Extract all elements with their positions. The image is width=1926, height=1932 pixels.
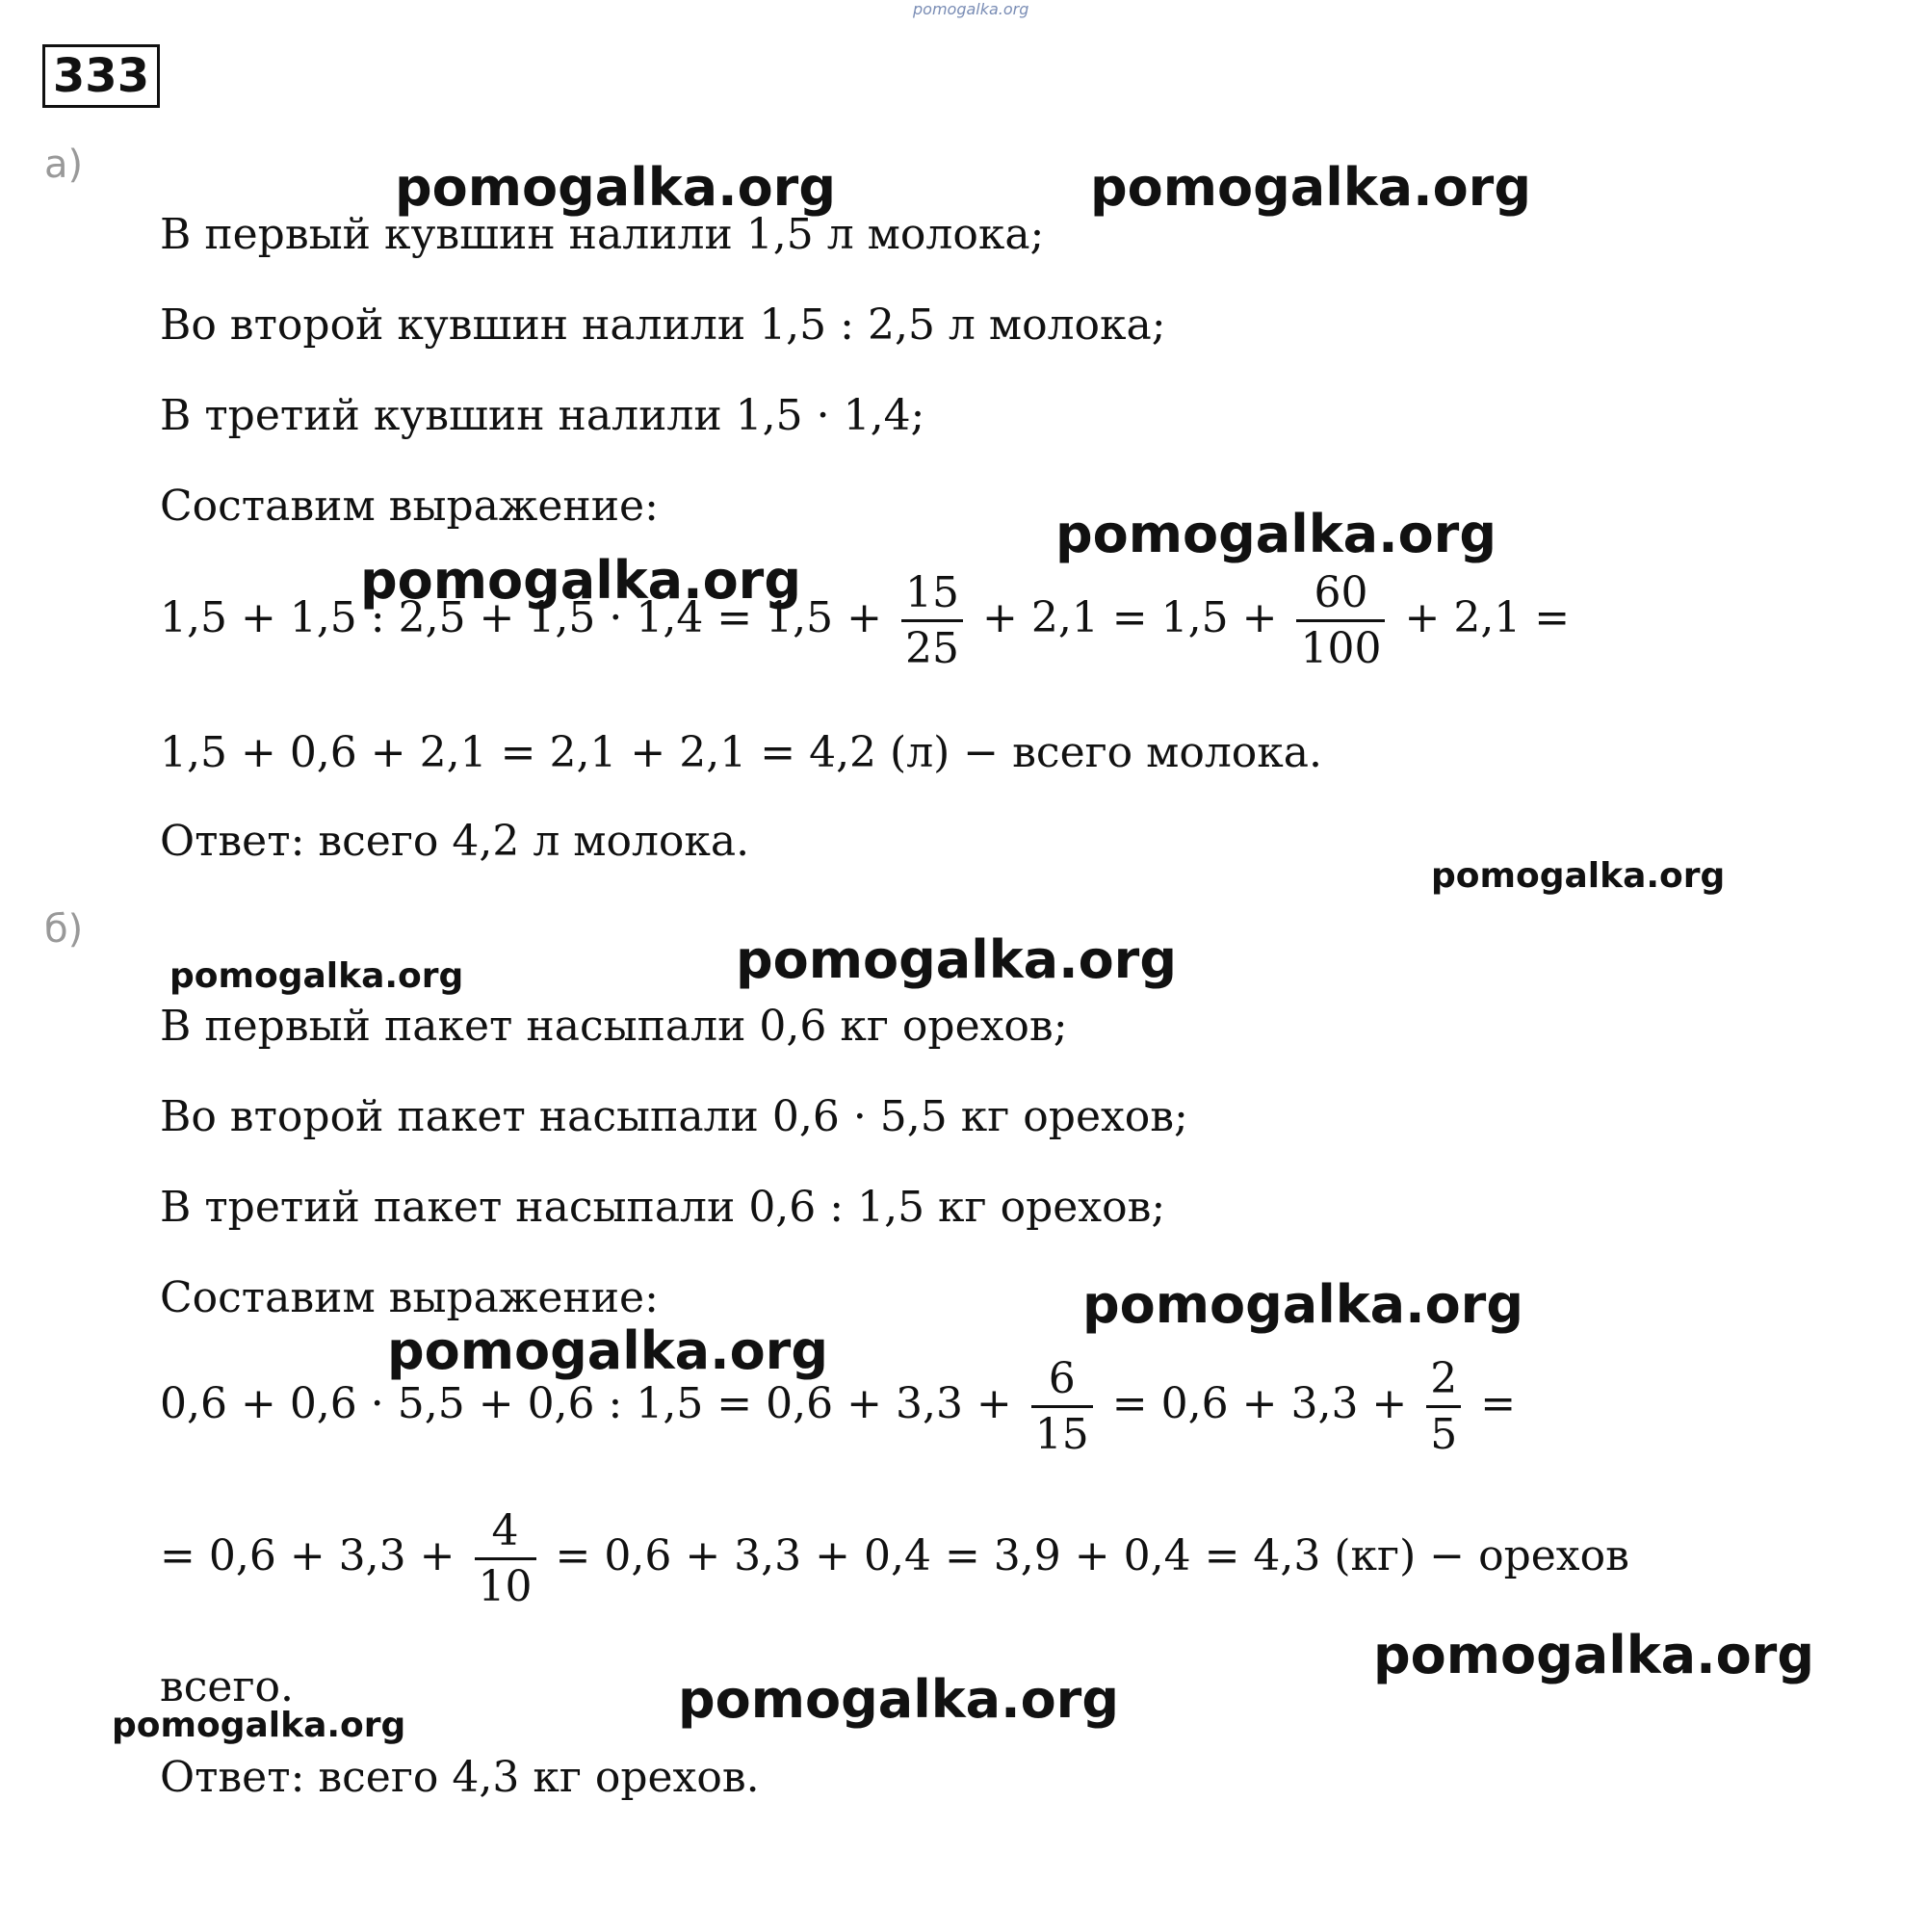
part-b-expression-3: всего. <box>160 1662 294 1711</box>
part-b-expression-2 <box>160 1504 1629 1613</box>
fraction-b3 <box>475 1504 536 1613</box>
frac-den: 5 <box>1430 1410 1458 1459</box>
part-b-expression-1 <box>160 1352 1516 1461</box>
watermark: pomogalka.org <box>678 1669 1119 1730</box>
part-b-label: б) <box>44 907 84 952</box>
part-b-line-3: В третий пакет насыпали 0,6 : 1,5 кг орехов; <box>160 1183 1166 1232</box>
fraction-a1 <box>901 566 963 675</box>
task-number: 333 <box>42 44 160 108</box>
watermark: pomogalka.org <box>1090 157 1531 218</box>
fraction-b1 <box>1031 1352 1093 1461</box>
frac-num: 2 <box>1426 1352 1461 1408</box>
part-a-line-2: Во второй кувшин налили 1,5 : 2,5 л молока; <box>160 300 1166 350</box>
frac-den: 100 <box>1300 624 1382 673</box>
part-a-line-3: В третий кувшин налили 1,5 · 1,4; <box>160 391 925 440</box>
part-a-expression-2: 1,5 + 0,6 + 2,1 = 2,1 + 2,1 = 4,2 (л) − всего молока. <box>160 728 1323 777</box>
watermark: pomogalka.org <box>387 1320 828 1381</box>
part-b-line-1: В первый пакет насыпали 0,6 кг орехов; <box>160 1002 1068 1051</box>
watermark: pomogalka.org <box>1373 1625 1814 1685</box>
fraction-b2 <box>1426 1352 1461 1461</box>
expr-b2-start: = 0,6 + 3,3 + <box>160 1531 455 1580</box>
frac-num: 15 <box>901 566 963 622</box>
expr-b1-end: = <box>1480 1379 1517 1428</box>
watermark: pomogalka.org <box>112 1706 406 1745</box>
frac-num: 4 <box>475 1504 536 1560</box>
fraction-a2 <box>1296 566 1385 675</box>
part-a-answer: Ответ: всего 4,2 л молока. <box>160 817 750 866</box>
watermark: pomogalka.org <box>169 956 464 996</box>
top-watermark: pomogalka.org <box>913 0 1029 18</box>
watermark: pomogalka.org <box>736 929 1177 990</box>
expr-a1-end: + 2,1 = <box>1404 593 1571 642</box>
frac-num: 60 <box>1296 566 1385 622</box>
watermark: pomogalka.org <box>360 550 801 611</box>
watermark: pomogalka.org <box>395 157 836 218</box>
part-a-line-1: В первый кувшин налили 1,5 л молока; <box>160 210 1045 259</box>
expr-a1-start: 1,5 + 1,5 : 2,5 + 1,5 · 1,4 = 1,5 + <box>160 593 882 642</box>
frac-den: 15 <box>1034 1410 1089 1459</box>
watermark: pomogalka.org <box>1082 1274 1523 1335</box>
expr-b1-mid: = 0,6 + 3,3 + <box>1111 1379 1408 1428</box>
part-b-line-2: Во второй пакет насыпали 0,6 · 5,5 кг орехов; <box>160 1092 1188 1141</box>
expr-b1-start: 0,6 + 0,6 · 5,5 + 0,6 : 1,5 = 0,6 + 3,3 + <box>160 1379 1012 1428</box>
frac-den: 25 <box>904 624 959 673</box>
expr-a1-mid: + 2,1 = 1,5 + <box>981 593 1278 642</box>
watermark: pomogalka.org <box>1431 856 1726 896</box>
frac-den: 10 <box>478 1562 533 1611</box>
part-a-label: а) <box>44 143 84 187</box>
part-b-answer: Ответ: всего 4,3 кг орехов. <box>160 1753 760 1802</box>
part-a-line-4: Составим выражение: <box>160 482 659 531</box>
expr-b2-end: = 0,6 + 3,3 + 0,4 = 3,9 + 0,4 = 4,3 (кг) − орехов <box>555 1531 1629 1580</box>
frac-num: 6 <box>1031 1352 1093 1408</box>
part-b-line-4: Составим выражение: <box>160 1273 659 1322</box>
watermark: pomogalka.org <box>1055 504 1497 564</box>
